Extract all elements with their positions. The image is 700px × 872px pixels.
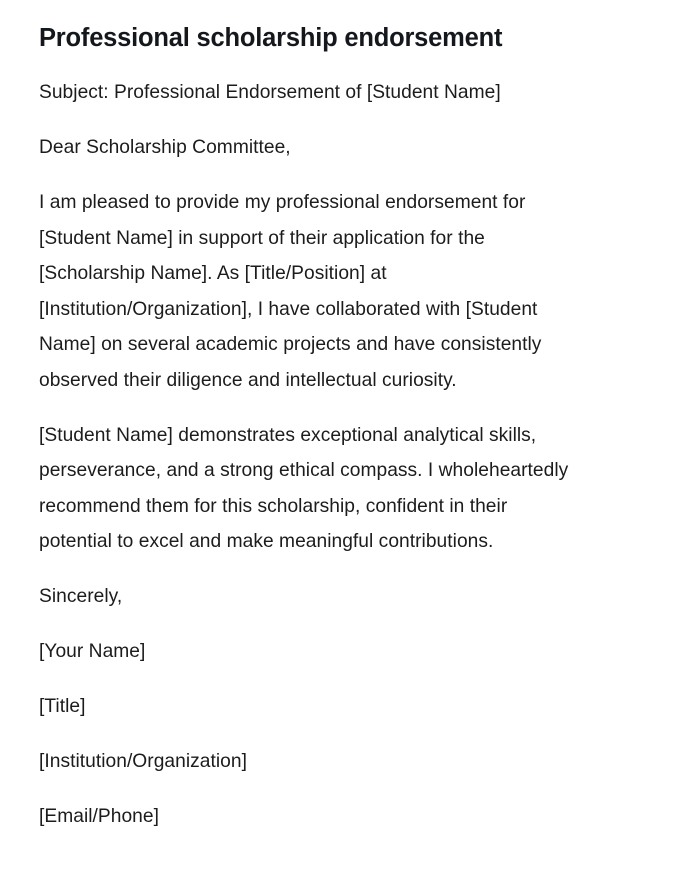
salutation: Dear Scholarship Committee, bbox=[39, 137, 291, 158]
paragraph-1-line-1: I am pleased to provide my professional endorsement for bbox=[39, 192, 526, 213]
paragraph-1-line-5: Name] on several academic projects and have consistently bbox=[39, 334, 542, 355]
body-paragraph-1 bbox=[39, 185, 631, 398]
closing-line: Sincerely, bbox=[39, 586, 123, 607]
paragraph-1-line-4: [Institution/Organization], I have collaborated with [Student bbox=[39, 298, 538, 320]
paragraph-2-line-2: perseverance, and a strong ethical compass. I wholeheartedly bbox=[39, 460, 569, 481]
paragraph-2-line-3: recommend them for this scholarship, confident in their bbox=[39, 495, 508, 517]
signature-name: [Your Name] bbox=[39, 641, 146, 662]
body-paragraph-2 bbox=[39, 418, 631, 560]
signature-title: [Title] bbox=[39, 696, 86, 717]
page-title: Professional scholarship endorsement bbox=[39, 24, 503, 52]
signature-institution: [Institution/Organization] bbox=[39, 751, 247, 772]
paragraph-2-line-1: [Student Name] demonstrates exceptional analytical skills, bbox=[39, 424, 537, 446]
signature-contact: [Email/Phone] bbox=[39, 806, 159, 827]
subject-line: Subject: Professional Endorsement of [Student Name] bbox=[39, 82, 501, 103]
paragraph-1-line-2: [Student Name] in support of their application for the bbox=[39, 227, 485, 249]
paragraph-1-line-3: [Scholarship Name]. As [Title/Position] at bbox=[39, 263, 387, 284]
paragraph-1-line-6: observed their diligence and intellectual curiosity. bbox=[39, 369, 457, 391]
paragraph-2-line-4: potential to excel and make meaningful contributions. bbox=[39, 531, 494, 552]
letter-body bbox=[39, 75, 660, 835]
